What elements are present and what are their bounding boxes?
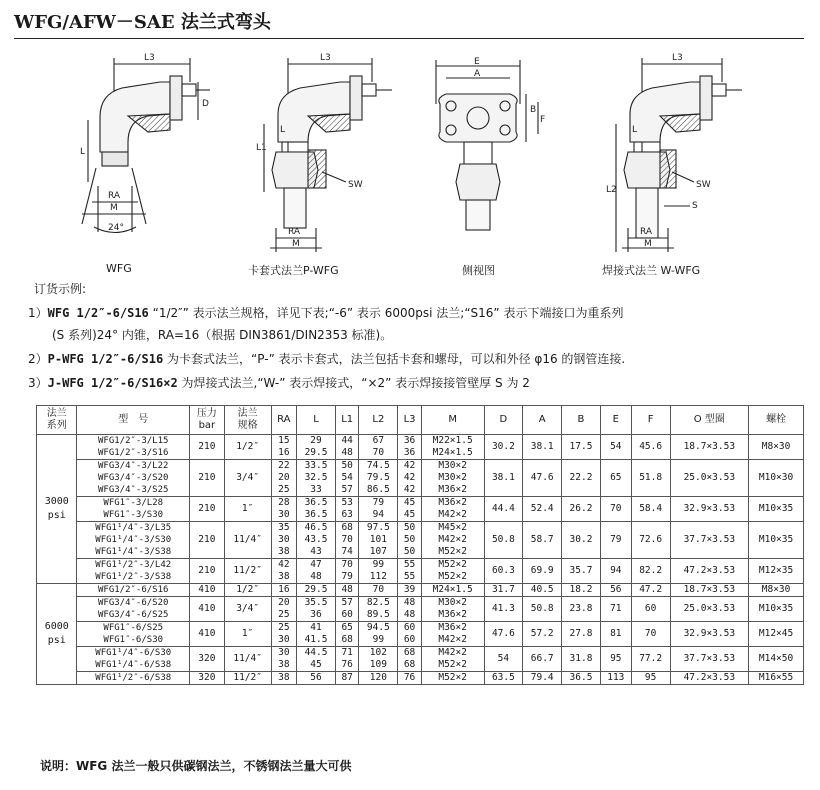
cell-l: 33.5 32.5 33 bbox=[297, 460, 336, 497]
table-body bbox=[37, 435, 804, 685]
cell-a: 38.1 bbox=[523, 435, 562, 460]
cell-b: 17.5 bbox=[562, 435, 601, 460]
cell-d: 50.8 bbox=[484, 522, 523, 559]
cell-models: WFG1¹/4″-3/L35 WFG1¹/4″-3/S30 WFG1¹/4″-3/S38 bbox=[77, 522, 190, 559]
cell-ra: 22 20 25 bbox=[271, 460, 297, 497]
cell-models: WFG1¹/2″-3/L42 WFG1¹/2″-3/S38 bbox=[77, 559, 190, 584]
table-header-cell: F bbox=[631, 406, 670, 435]
cell-size: 1″ bbox=[224, 622, 271, 647]
table-header-cell: 法兰 规格 bbox=[224, 406, 271, 435]
table-header-cell: L2 bbox=[359, 406, 398, 435]
cell-bolt: M16×55 bbox=[749, 672, 804, 685]
cell-l3: 55 55 bbox=[398, 559, 422, 584]
order-line-3 bbox=[28, 374, 530, 391]
cell-bolt: M10×35 bbox=[749, 497, 804, 522]
cell-bar: 320 bbox=[189, 672, 224, 685]
table-row bbox=[37, 672, 804, 685]
cell-o: 37.7×3.53 bbox=[670, 522, 749, 559]
cell-bolt: M10×35 bbox=[749, 522, 804, 559]
drawing-w-wfg bbox=[616, 58, 742, 252]
cell-bar: 210 bbox=[189, 522, 224, 559]
spec-table bbox=[36, 405, 804, 685]
series-cell: 6000 psi bbox=[37, 584, 77, 685]
cell-d: 44.4 bbox=[484, 497, 523, 522]
series-cell: 3000 psi bbox=[37, 435, 77, 584]
cell-l1: 50 54 57 bbox=[335, 460, 359, 497]
cell-models: WFG1/2″-3/L15 WFG1/2″-3/S16 bbox=[77, 435, 190, 460]
cell-l1: 71 76 bbox=[335, 647, 359, 672]
cell-o: 32.9×3.53 bbox=[670, 622, 749, 647]
order-line-3-text: 为焊接式法兰,“W-” 表示焊接式，“×2” 表示焊接接管壁厚 S 为 2 bbox=[177, 376, 530, 390]
order-line-2 bbox=[28, 350, 625, 367]
table-row bbox=[37, 584, 804, 597]
cell-f: 82.2 bbox=[631, 559, 670, 584]
cell-e: 113 bbox=[600, 672, 631, 685]
cell-m: M22×1.5 M24×1.5 bbox=[421, 435, 484, 460]
table-header-cell: 法兰 系列 bbox=[37, 406, 77, 435]
label-sw-2: SW bbox=[696, 180, 711, 190]
table-row bbox=[37, 622, 804, 647]
cell-o: 47.2×3.53 bbox=[670, 672, 749, 685]
drawings-area bbox=[0, 42, 820, 282]
cell-a: 52.4 bbox=[523, 497, 562, 522]
table-header-cell: A bbox=[523, 406, 562, 435]
cell-m: M42×2 M52×2 bbox=[421, 647, 484, 672]
cell-ra: 16 bbox=[271, 584, 297, 597]
cell-l1: 68 70 74 bbox=[335, 522, 359, 559]
cell-l2: 67 70 bbox=[359, 435, 398, 460]
cell-l1: 53 63 bbox=[335, 497, 359, 522]
cell-d: 63.5 bbox=[484, 672, 523, 685]
order-line-2-text: 为卡套式法兰，“P-” 表示卡套式，法兰包括卡套和螺母，可以和外径 φ16 的钢管连接. bbox=[163, 352, 626, 366]
label-m-2: M bbox=[292, 239, 300, 249]
cell-size: 1/2″ bbox=[224, 584, 271, 597]
caption-side-view: 侧视图 bbox=[462, 264, 495, 277]
label-s: S bbox=[692, 201, 698, 211]
cell-l2: 102 109 bbox=[359, 647, 398, 672]
order-line-1-text: “1/2″” 表示法兰规格，详见下表;“-6” 表示 6000psi 法兰;“S16” 表示下端接口为重系列 bbox=[148, 306, 624, 320]
cell-e: 65 bbox=[600, 460, 631, 497]
cell-l2: 74.5 79.5 86.5 bbox=[359, 460, 398, 497]
cell-e: 81 bbox=[600, 622, 631, 647]
cell-f: 77.2 bbox=[631, 647, 670, 672]
cell-l1: 87 bbox=[335, 672, 359, 685]
cell-o: 18.7×3.53 bbox=[670, 435, 749, 460]
cell-size: 1″ bbox=[224, 497, 271, 522]
cell-b: 36.5 bbox=[562, 672, 601, 685]
table-header-cell: 螺栓 bbox=[749, 406, 804, 435]
cell-l3: 76 bbox=[398, 672, 422, 685]
table-header-row bbox=[37, 406, 804, 435]
order-heading: 订货示例: bbox=[34, 282, 87, 296]
cell-d: 54 bbox=[484, 647, 523, 672]
cell-m: M45×2 M42×2 M52×2 bbox=[421, 522, 484, 559]
cell-o: 47.2×3.53 bbox=[670, 559, 749, 584]
cell-models: WFG1¹/2″-6/S38 bbox=[77, 672, 190, 685]
table-header-cell: M bbox=[421, 406, 484, 435]
cell-l: 29.5 bbox=[297, 584, 336, 597]
order-line-1b-text: (S 系列)24° 内锥，RA=16（根据 DIN3861/DIN2353 标准)。 bbox=[52, 328, 393, 342]
cell-e: 95 bbox=[600, 647, 631, 672]
table-row bbox=[37, 460, 804, 497]
label-l1: L1 bbox=[256, 143, 267, 153]
cell-l3: 36 36 bbox=[398, 435, 422, 460]
table-header-cell: 压力 bar bbox=[189, 406, 224, 435]
cell-models: WFG3/4″-6/S20 WFG3/4″-6/S25 bbox=[77, 597, 190, 622]
page-title: WFG/AFW－SAE 法兰式弯头 bbox=[14, 12, 271, 33]
cell-l2: 97.5 101 107 bbox=[359, 522, 398, 559]
cell-f: 45.6 bbox=[631, 435, 670, 460]
cell-bar: 210 bbox=[189, 435, 224, 460]
cell-a: 69.9 bbox=[523, 559, 562, 584]
label-l3-2: L3 bbox=[320, 53, 331, 63]
cell-ra: 28 30 bbox=[271, 497, 297, 522]
order-line-1b bbox=[52, 326, 392, 343]
cell-m: M24×1.5 bbox=[421, 584, 484, 597]
cell-m: M52×2 bbox=[421, 672, 484, 685]
cell-bolt: M10×35 bbox=[749, 597, 804, 622]
cell-f: 72.6 bbox=[631, 522, 670, 559]
label-l-2: L bbox=[280, 125, 286, 135]
order-line-3-code: J-WFG 1/2″-6/S16×2 bbox=[47, 376, 178, 390]
cell-ra: 38 bbox=[271, 672, 297, 685]
cell-models: WFG3/4″-3/L22 WFG3/4″-3/S20 WFG3/4″-3/S25 bbox=[77, 460, 190, 497]
cell-l2: 94.5 99 bbox=[359, 622, 398, 647]
cell-bolt: M12×35 bbox=[749, 559, 804, 584]
cell-f: 47.2 bbox=[631, 584, 670, 597]
label-m-1: M bbox=[110, 203, 118, 213]
cell-l: 56 bbox=[297, 672, 336, 685]
order-line-1 bbox=[28, 304, 623, 321]
cell-l3: 45 45 bbox=[398, 497, 422, 522]
cell-bar: 210 bbox=[189, 559, 224, 584]
cell-f: 51.8 bbox=[631, 460, 670, 497]
table-header-cell: RA bbox=[271, 406, 297, 435]
cell-l: 35.5 36 bbox=[297, 597, 336, 622]
table-header-cell: 型 号 bbox=[77, 406, 190, 435]
cell-size: 11/2″ bbox=[224, 672, 271, 685]
cell-e: 71 bbox=[600, 597, 631, 622]
cell-l3: 39 bbox=[398, 584, 422, 597]
label-a: A bbox=[474, 69, 481, 79]
table-header-cell: L3 bbox=[398, 406, 422, 435]
footnote: 说明：WFG 法兰一般只供碳钢法兰，不锈钢法兰量大可供 bbox=[40, 759, 352, 773]
cell-l2: 82.5 89.5 bbox=[359, 597, 398, 622]
cell-b: 22.2 bbox=[562, 460, 601, 497]
cell-m: M30×2 M30×2 M36×2 bbox=[421, 460, 484, 497]
cell-l: 36.5 36.5 bbox=[297, 497, 336, 522]
table-row bbox=[37, 435, 804, 460]
cell-size: 3/4″ bbox=[224, 460, 271, 497]
cell-l3: 60 60 bbox=[398, 622, 422, 647]
order-line-1-code: WFG 1/2″-6/S16 bbox=[47, 306, 149, 320]
table-row bbox=[37, 497, 804, 522]
label-ra-2: RA bbox=[288, 227, 301, 237]
label-sw-1: SW bbox=[348, 180, 363, 190]
order-line-2-code: P-WFG 1/2″-6/S16 bbox=[47, 352, 164, 366]
cell-l2: 70 bbox=[359, 584, 398, 597]
cell-bar: 410 bbox=[189, 622, 224, 647]
cell-m: M36×2 M42×2 bbox=[421, 497, 484, 522]
cell-d: 41.3 bbox=[484, 597, 523, 622]
cell-size: 3/4″ bbox=[224, 597, 271, 622]
drawing-p-wfg bbox=[264, 58, 392, 252]
table-header-cell: L bbox=[297, 406, 336, 435]
cell-m: M30×2 M36×2 bbox=[421, 597, 484, 622]
label-l3-4: L3 bbox=[672, 53, 683, 63]
cell-l1: 48 bbox=[335, 584, 359, 597]
cell-l1: 57 60 bbox=[335, 597, 359, 622]
cell-ra: 15 16 bbox=[271, 435, 297, 460]
cell-models: WFG1¹/4″-6/S30 WFG1¹/4″-6/S38 bbox=[77, 647, 190, 672]
label-l2: L2 bbox=[606, 185, 617, 195]
cell-l2: 120 bbox=[359, 672, 398, 685]
table-header-cell: B bbox=[562, 406, 601, 435]
cell-o: 37.7×3.53 bbox=[670, 647, 749, 672]
cell-f: 60 bbox=[631, 597, 670, 622]
order-line-3-num: 3） bbox=[28, 376, 48, 390]
drawing-side-view bbox=[436, 60, 538, 230]
title-rule bbox=[14, 38, 804, 39]
cell-ra: 35 30 38 bbox=[271, 522, 297, 559]
cell-size: 11/4″ bbox=[224, 647, 271, 672]
table-row bbox=[37, 522, 804, 559]
cell-e: 56 bbox=[600, 584, 631, 597]
cell-l: 46.5 43.5 43 bbox=[297, 522, 336, 559]
cell-ra: 25 30 bbox=[271, 622, 297, 647]
cell-d: 47.6 bbox=[484, 622, 523, 647]
cell-o: 32.9×3.53 bbox=[670, 497, 749, 522]
cell-bar: 410 bbox=[189, 597, 224, 622]
cell-l2: 99 112 bbox=[359, 559, 398, 584]
cell-e: 79 bbox=[600, 522, 631, 559]
cell-models: WFG1/2″-6/S16 bbox=[77, 584, 190, 597]
label-b: B bbox=[530, 105, 537, 115]
cell-f: 70 bbox=[631, 622, 670, 647]
cell-m: M36×2 M42×2 bbox=[421, 622, 484, 647]
label-ra-4: RA bbox=[640, 227, 653, 237]
label-m-4: M bbox=[644, 239, 652, 249]
label-d: D bbox=[202, 99, 209, 109]
cell-b: 26.2 bbox=[562, 497, 601, 522]
cell-e: 94 bbox=[600, 559, 631, 584]
label-ra-1: RA bbox=[108, 191, 121, 201]
cell-d: 60.3 bbox=[484, 559, 523, 584]
cell-bar: 320 bbox=[189, 647, 224, 672]
cell-d: 30.2 bbox=[484, 435, 523, 460]
cell-bolt: M8×30 bbox=[749, 584, 804, 597]
table-header-cell: L1 bbox=[335, 406, 359, 435]
cell-d: 38.1 bbox=[484, 460, 523, 497]
cell-e: 70 bbox=[600, 497, 631, 522]
label-l3-1: L3 bbox=[144, 53, 155, 63]
cell-b: 27.8 bbox=[562, 622, 601, 647]
cell-ra: 30 38 bbox=[271, 647, 297, 672]
cell-l3: 50 50 50 bbox=[398, 522, 422, 559]
cell-size: 11/4″ bbox=[224, 522, 271, 559]
cell-a: 50.8 bbox=[523, 597, 562, 622]
caption-w-wfg: 焊接式法兰 W-WFG bbox=[602, 264, 701, 277]
cell-a: 66.7 bbox=[523, 647, 562, 672]
label-f: F bbox=[540, 115, 546, 125]
cell-l1: 70 79 bbox=[335, 559, 359, 584]
cell-b: 30.2 bbox=[562, 522, 601, 559]
cell-b: 35.7 bbox=[562, 559, 601, 584]
cell-a: 79.4 bbox=[523, 672, 562, 685]
cell-b: 23.8 bbox=[562, 597, 601, 622]
cell-bar: 410 bbox=[189, 584, 224, 597]
order-line-2-num: 2） bbox=[28, 352, 48, 366]
cell-l3: 48 48 bbox=[398, 597, 422, 622]
caption-wfg: WFG bbox=[106, 262, 132, 275]
cell-models: WFG1″-3/L28 WFG1″-3/S30 bbox=[77, 497, 190, 522]
label-l-1: L bbox=[80, 147, 86, 157]
cell-l: 44.5 45 bbox=[297, 647, 336, 672]
label-l-4: L bbox=[632, 125, 638, 135]
cell-ra: 20 25 bbox=[271, 597, 297, 622]
table-row bbox=[37, 597, 804, 622]
cell-b: 18.2 bbox=[562, 584, 601, 597]
cell-l1: 44 48 bbox=[335, 435, 359, 460]
cell-l3: 42 42 42 bbox=[398, 460, 422, 497]
caption-p-wfg: 卡套式法兰P-WFG bbox=[248, 264, 339, 277]
cell-models: WFG1″-6/S25 WFG1″-6/S30 bbox=[77, 622, 190, 647]
table-header-cell: D bbox=[484, 406, 523, 435]
drawing-wfg bbox=[82, 58, 210, 233]
cell-o: 25.0×3.53 bbox=[670, 597, 749, 622]
order-line-1-num: 1） bbox=[28, 306, 48, 320]
cell-bar: 210 bbox=[189, 497, 224, 522]
cell-o: 18.7×3.53 bbox=[670, 584, 749, 597]
cell-bar: 210 bbox=[189, 460, 224, 497]
table-header-cell: E bbox=[600, 406, 631, 435]
cell-a: 47.6 bbox=[523, 460, 562, 497]
cell-l2: 79 94 bbox=[359, 497, 398, 522]
table-row bbox=[37, 559, 804, 584]
cell-size: 11/2″ bbox=[224, 559, 271, 584]
technical-drawings bbox=[0, 42, 820, 282]
table-header-cell: O 型圈 bbox=[670, 406, 749, 435]
table-row bbox=[37, 647, 804, 672]
cell-o: 25.0×3.53 bbox=[670, 460, 749, 497]
cell-ra: 42 38 bbox=[271, 559, 297, 584]
cell-a: 40.5 bbox=[523, 584, 562, 597]
cell-size: 1/2″ bbox=[224, 435, 271, 460]
cell-l1: 65 68 bbox=[335, 622, 359, 647]
cell-f: 95 bbox=[631, 672, 670, 685]
cell-b: 31.8 bbox=[562, 647, 601, 672]
cell-l: 41 41.5 bbox=[297, 622, 336, 647]
cell-bolt: M14×50 bbox=[749, 647, 804, 672]
cell-a: 57.2 bbox=[523, 622, 562, 647]
cell-bolt: M8×30 bbox=[749, 435, 804, 460]
cell-bolt: M10×30 bbox=[749, 460, 804, 497]
cell-l: 47 48 bbox=[297, 559, 336, 584]
cell-bolt: M12×45 bbox=[749, 622, 804, 647]
cell-l: 29 29.5 bbox=[297, 435, 336, 460]
cell-a: 58.7 bbox=[523, 522, 562, 559]
label-e: E bbox=[474, 57, 480, 67]
cell-e: 54 bbox=[600, 435, 631, 460]
cell-d: 31.7 bbox=[484, 584, 523, 597]
cell-m: M52×2 M52×2 bbox=[421, 559, 484, 584]
cell-f: 58.4 bbox=[631, 497, 670, 522]
cell-l3: 68 68 bbox=[398, 647, 422, 672]
label-angle: 24° bbox=[108, 223, 124, 233]
